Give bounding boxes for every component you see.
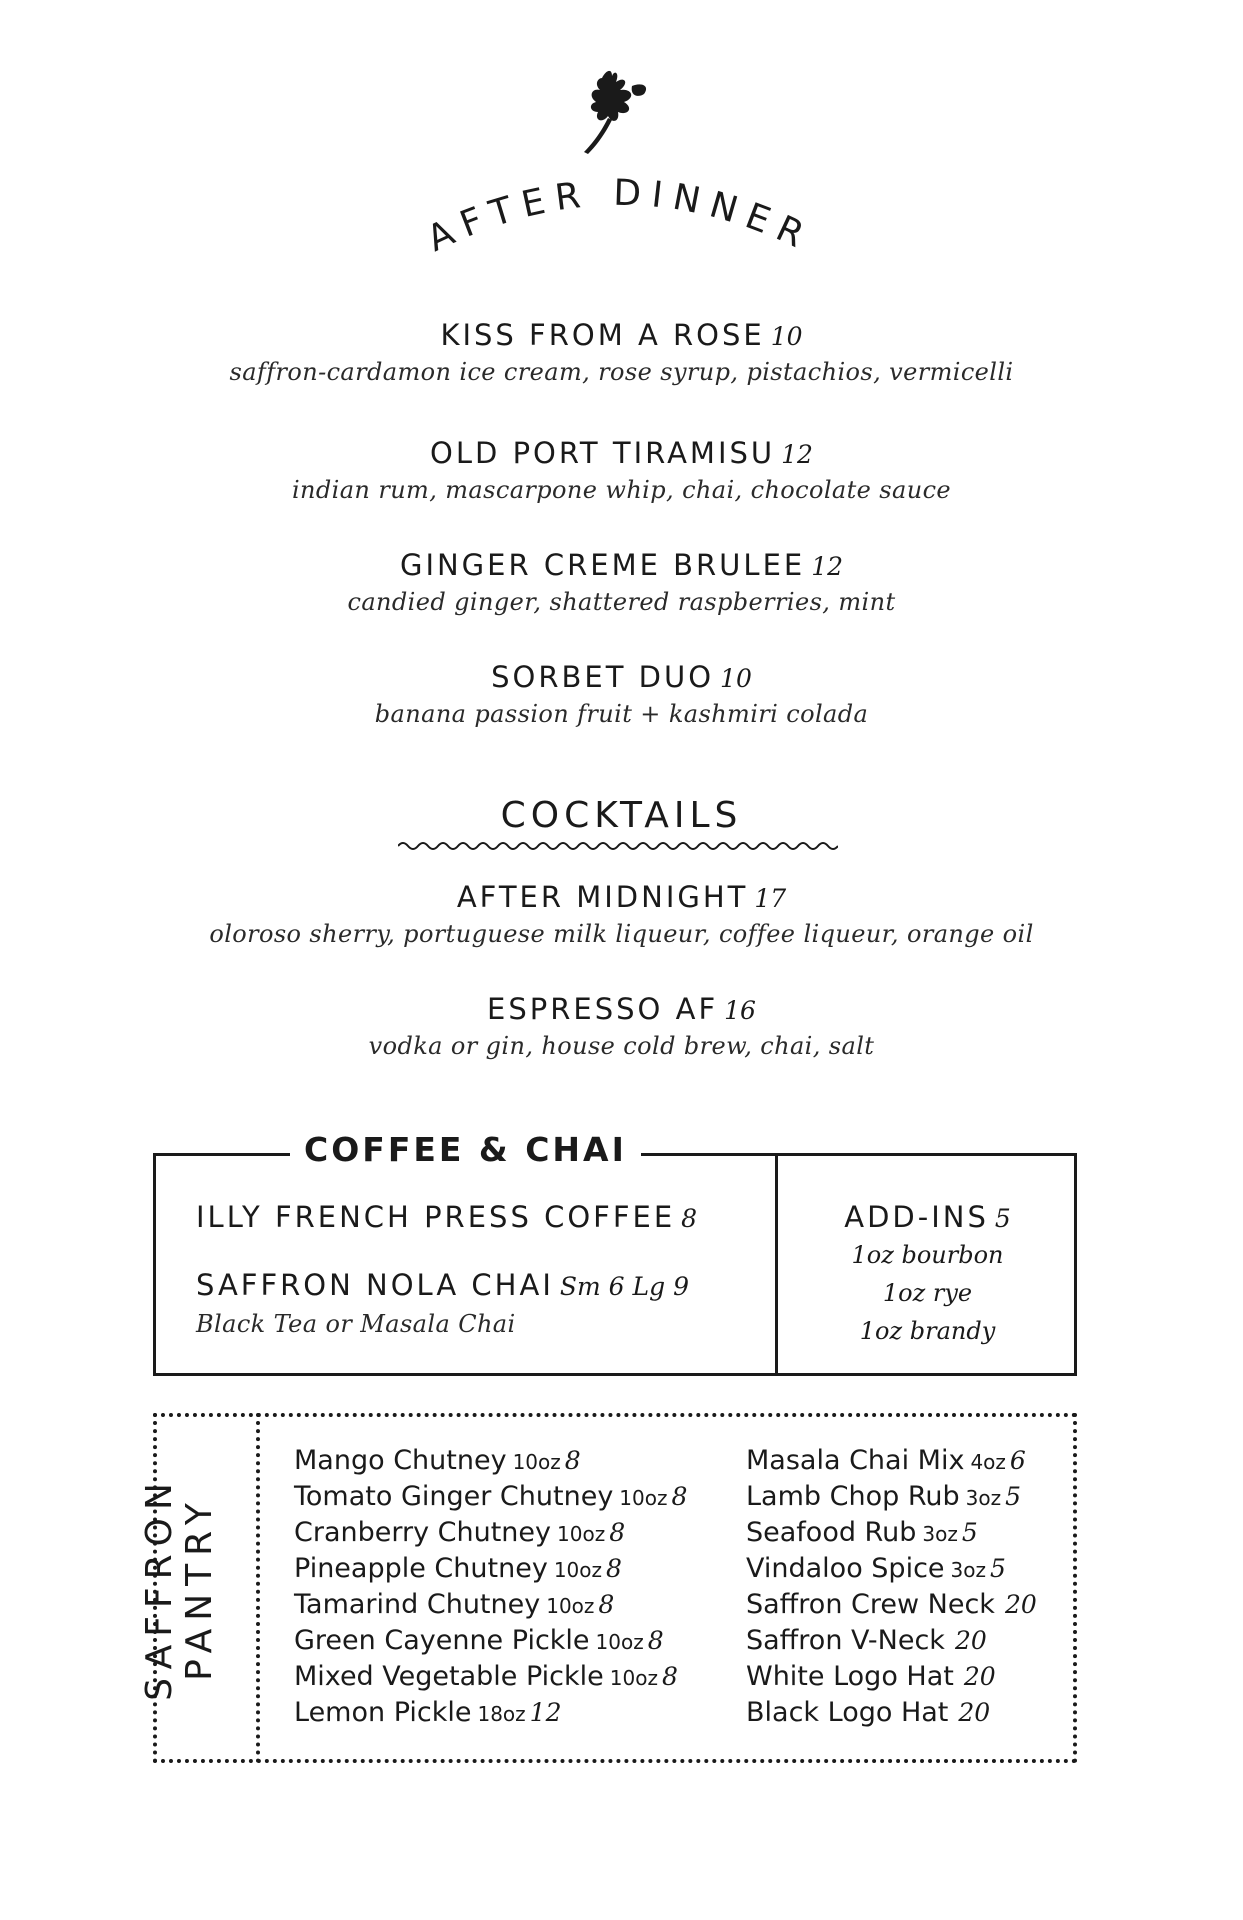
dessert-price: 12	[811, 552, 844, 581]
pantry-item	[294, 1479, 687, 1515]
pantry-item	[746, 1551, 1037, 1587]
pantry-item	[294, 1443, 687, 1479]
pantry-item-size: 3oz	[922, 1522, 958, 1546]
addin-option: 1oz bourbon	[851, 1241, 1004, 1269]
pantry-item	[294, 1695, 687, 1731]
dessert-desc: candied ginger, shattered raspberries, mint	[347, 588, 896, 616]
cocktail-desc: vodka or gin, house cold brew, chai, salt	[368, 1032, 875, 1060]
pantry-item-size: 10oz	[619, 1486, 668, 1510]
dessert-item	[0, 436, 1243, 504]
pantry-item-name: Mixed Vegetable Pickle	[294, 1661, 604, 1692]
pantry-item-name: Saffron V-Neck	[746, 1625, 945, 1656]
pantry-item-name: Green Cayenne Pickle	[294, 1625, 590, 1656]
dessert-desc: indian rum, mascarpone whip, chai, chocolate sauce	[291, 476, 952, 504]
pantry-item-price: 8	[598, 1590, 615, 1619]
pantry-item-name: Mango Chutney	[294, 1445, 507, 1476]
pantry-item	[294, 1587, 687, 1623]
cocktail-name: AFTER MIDNIGHT	[456, 880, 749, 914]
addins-price: 5	[994, 1204, 1011, 1233]
coffee-name: ILLY FRENCH PRESS COFFEE	[196, 1200, 676, 1234]
pantry-item-size: 4oz	[970, 1450, 1006, 1474]
dessert-name: OLD PORT TIRAMISU	[430, 436, 776, 470]
pantry-item-name: Saffron Crew Neck	[746, 1589, 995, 1620]
dessert-name: KISS FROM A ROSE	[440, 318, 765, 352]
dessert-item	[0, 548, 1243, 616]
dessert-name: GINGER CREME BRULEE	[399, 548, 806, 582]
pantry-item	[746, 1659, 1037, 1695]
pantry-item-size: 10oz	[546, 1594, 595, 1618]
chai-price: Sm 6 Lg 9	[559, 1272, 689, 1301]
pantry-item-name: Vindaloo Spice	[746, 1553, 945, 1584]
addin-option: 1oz brandy	[859, 1317, 996, 1345]
pantry-item-price: 20	[954, 1626, 987, 1655]
cocktail-item	[0, 880, 1243, 948]
pantry-item-price: 5	[990, 1554, 1006, 1583]
pantry-item	[746, 1479, 1037, 1515]
addins-panel	[778, 1200, 1077, 1350]
pantry-item-price: 20	[958, 1698, 991, 1727]
chai-name: SAFFRON NOLA CHAI	[196, 1268, 554, 1302]
after-dinner-title-text: AFTER DINNER	[421, 172, 819, 261]
pantry-item-price: 8	[609, 1518, 626, 1547]
dessert-price: 12	[781, 440, 813, 469]
pantry-item-name: Tomato Ginger Chutney	[294, 1481, 614, 1512]
chai-desc: Black Tea or Masala Chai	[196, 1310, 516, 1338]
svg-text:AFTER DINNER	[421, 173, 819, 260]
pantry-item-size: 18oz	[477, 1702, 526, 1726]
pantry-item-size: 10oz	[557, 1522, 606, 1546]
pantry-item	[746, 1443, 1037, 1479]
pantry-item-price: 6	[1009, 1446, 1026, 1475]
cocktail-price: 17	[754, 884, 787, 913]
pantry-item-name: White Logo Hat	[746, 1661, 954, 1692]
coffee-item	[196, 1200, 697, 1234]
pantry-item-size: 3oz	[950, 1558, 987, 1582]
pantry-item-name: Masala Chai Mix	[746, 1445, 965, 1476]
pantry-item-name: Pineapple Chutney	[294, 1553, 548, 1584]
cocktail-price: 16	[724, 996, 756, 1025]
pantry-item-price: 5	[961, 1518, 978, 1547]
pantry-item-price: 8	[564, 1446, 581, 1475]
addins-name: ADD-INS	[844, 1200, 989, 1234]
dessert-price: 10	[770, 322, 803, 351]
cocktail-desc: oloroso sherry, portuguese milk liqueur, coffee liqueur, orange oil	[209, 920, 1034, 948]
coffee-price: 8	[681, 1204, 698, 1233]
pantry-item-price: 8	[647, 1626, 664, 1655]
pantry-item-price: 5	[1005, 1482, 1021, 1511]
pantry-item	[746, 1515, 1037, 1551]
dessert-desc: saffron-cardamon ice cream, rose syrup, pistachios, vermicelli	[229, 358, 1014, 386]
pantry-item-name: Seafood Rub	[746, 1517, 917, 1548]
pantry-item-price: 8	[606, 1554, 622, 1583]
pantry-item-size: 10oz	[609, 1666, 658, 1690]
cocktails-heading	[0, 795, 1243, 836]
pantry-item-size: 3oz	[965, 1486, 1002, 1510]
pantry-item	[746, 1623, 1037, 1659]
pantry-item	[294, 1659, 687, 1695]
pantry-item-name: Black Logo Hat	[746, 1697, 949, 1728]
pantry-item-name: Cranberry Chutney	[294, 1517, 552, 1548]
pantry-left-column	[294, 1443, 687, 1731]
pantry-item-price: 20	[963, 1662, 996, 1691]
pantry-item	[294, 1623, 687, 1659]
pantry-title-line1: SAFFRON	[139, 1475, 180, 1701]
pantry-item	[746, 1695, 1037, 1731]
coffee-chai-title: COFFEE & CHAI	[290, 1130, 641, 1169]
dessert-item	[0, 660, 1243, 728]
addin-option: 1oz rye	[882, 1279, 973, 1307]
wavy-divider	[398, 838, 838, 854]
pantry-item-price: 20	[1004, 1590, 1037, 1619]
cocktails-title: COCKTAILS	[500, 795, 743, 836]
pantry-item-size: 10oz	[595, 1630, 644, 1654]
pantry-title	[140, 1468, 220, 1708]
dessert-name: SORBET DUO	[491, 660, 715, 694]
pantry-item-name: Tamarind Chutney	[294, 1589, 541, 1620]
saffron-flower-logo	[572, 68, 656, 156]
pantry-item-price: 8	[661, 1662, 678, 1691]
chai-item	[196, 1268, 689, 1302]
dessert-price: 10	[720, 664, 752, 693]
pantry-divider	[256, 1413, 260, 1763]
cocktail-item	[0, 992, 1243, 1060]
cocktail-name: ESPRESSO AF	[487, 992, 719, 1026]
pantry-item-price: 12	[529, 1698, 562, 1727]
pantry-item-size: 10oz	[512, 1450, 561, 1474]
pantry-item-name: Lamb Chop Rub	[746, 1481, 960, 1512]
after-dinner-title	[400, 160, 840, 280]
dessert-item	[0, 318, 1243, 386]
pantry-item	[746, 1587, 1037, 1623]
dessert-desc: banana passion fruit + kashmiri colada	[374, 700, 869, 728]
pantry-title-line2: PANTRY	[179, 1495, 220, 1681]
pantry-item	[294, 1551, 687, 1587]
pantry-item	[294, 1515, 687, 1551]
pantry-right-column	[746, 1443, 1037, 1731]
pantry-item-name: Lemon Pickle	[294, 1697, 472, 1728]
pantry-item-price: 8	[671, 1482, 688, 1511]
pantry-item-size: 10oz	[553, 1558, 602, 1582]
